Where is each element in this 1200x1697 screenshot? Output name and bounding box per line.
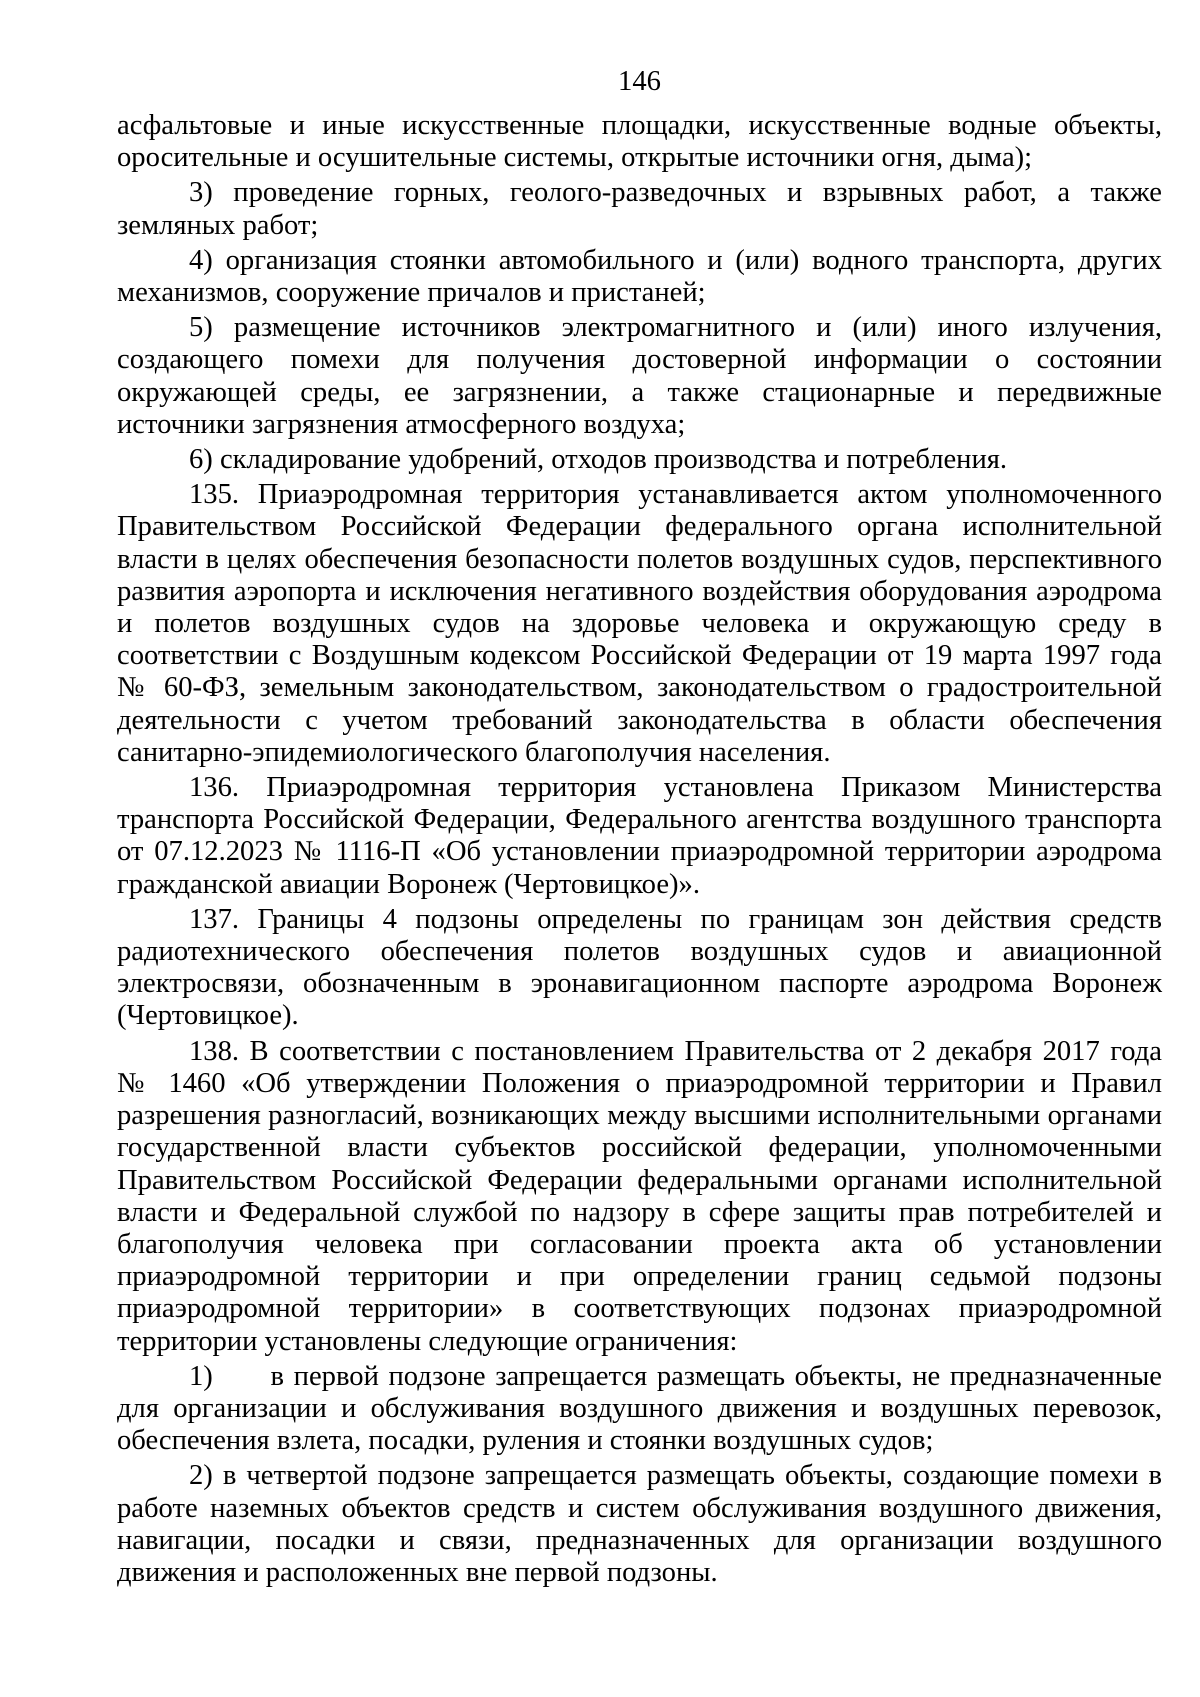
restriction-item-1: 1) в первой подзоне запрещается размещать объекты, не предназначенные для организации и обслуживания воздушного движения и воздушных перевозок, обеспечения взлета, посадки, руления и стоянки воздушных судов; — [117, 1360, 1170, 1457]
list-item-6: 6) складирование удобрений, отходов производства и потребления. — [189, 444, 1008, 476]
list-item-4: 4) организация стоянки автомобильного и (или) водного транспорта, других механизмов, сооружение причалов и пристаней; — [117, 244, 1162, 309]
list-item-3: 3) проведение горных, геолого-разведочных и взрывных работ, а также земляных работ; — [117, 177, 1162, 241]
page-number: 146 — [618, 66, 661, 97]
paragraph-136: 136. Приаэродромная территория установлена Приказом Министерства транспорта Российской Федерации, Федерального агентства воздушного транспорта от 07.12.2023 № 1116-П «Об установлении приаэродромной территории аэродрома гражданской авиации Воронеж (Чертовицкое)». — [117, 772, 1162, 900]
paragraph-135: 135. Приаэродромная территория устанавливается актом уполномоченного Правительством Российской Федерации федерального органа исполнительной власти в целях обеспечения безопасности полетов воздушных судов, перспективного развития аэропорта и исключения негативного воздействия оборудования аэродрома и полетов воздушных судов на здоровье человека и окружающую среду в соответствии с Воздушным кодексом Российской Федерации от 19 марта 1997 года № 60-ФЗ, земельным законодательством, законодательством о градостроительной деятельности с учетом требований законодательства в области обеспечения санитарно-эпидемиологического благополучия населения. — [117, 479, 1162, 768]
paragraph-137: 137. Границы 4 подзоны определены по границам зон действия средств радиотехнического обеспечения полетов воздушных судов и авиационной электросвязи, обозначенным в эронавигационном паспорте аэродрома Воронеж (Чертовицкое). — [117, 903, 1162, 1032]
document-page — [117, 66, 1170, 1589]
restriction-item-2: 2) в четвертой подзоне запрещается размещать объекты, создающие помехи в работе наземных объектов средств и систем обслуживания воздушного движения, навигации, посадки и связи, предназначенных для организации воздушного движения и расположенных вне первой подзоны. — [117, 1460, 1162, 1588]
paragraph-138: 138. В соответствии с постановлением Правительства от 2 декабря 2017 года № 1460 «Об утверждении Положения о приаэродромной территории и Правил разрешения разногласий, возникающих между высшими исполнительными органами государственной власти субъектов российской федерации, уполномоченными Правительством Российской Федерации федеральными органами исполнительной власти и Федеральной службой по надзору в сфере защиты прав потребителей и благополучия человека при согласовании проекта акта об установлении приаэродромной территории и при определении границ седьмой подзоны приаэродромной территории» в соответствующих подзонах приаэродромной территории установлены следующие ограничения: — [117, 1035, 1162, 1357]
list-item-5: 5) размещение источников электромагнитного и (или) иного излучения, создающего помехи для получения достоверной информации о состоянии окружающей среды, ее загрязнении, а также стационарные и передвижные источники загрязнения атмосферного воздуха; — [117, 312, 1162, 440]
paragraph-continuation: асфальтовые и иные искусственные площадки, искусственные водные объекты, оросительные и осушительные системы, открытые источники огня, дыма); — [117, 110, 1162, 174]
